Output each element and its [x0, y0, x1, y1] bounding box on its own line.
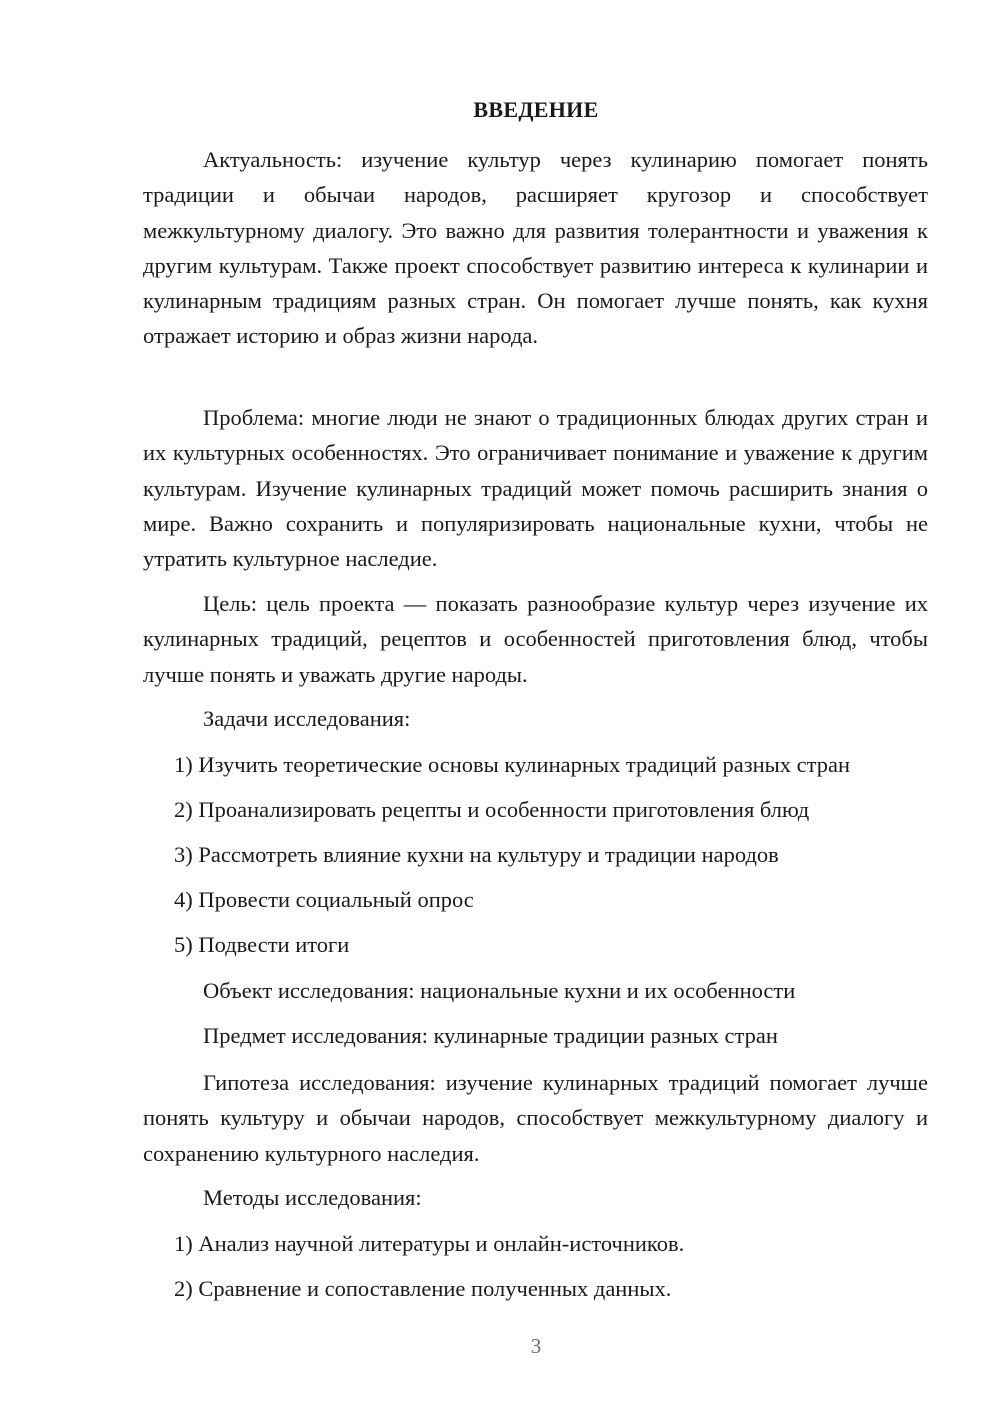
task-item: 3) Рассмотреть влияние кухни на культуру и традиции народов: [174, 842, 779, 867]
task-item: 2) Проанализировать рецепты и особенности приготовления блюд: [174, 797, 810, 822]
task-item: 4) Провести социальный опрос: [174, 887, 474, 912]
goal-paragraph: Цель: цель проекта — показать разнообразие культур через изучение их кулинарных традиций, рецептов и особенностей приготовления блюд, чтобы лучше понять и уважать другие народы.: [143, 591, 928, 687]
actuality-paragraph: Актуальность: изучение культур через кулинарию помогает понять традиции и обычаи народов, расширяет кругозор и способствует межкультурному диалогу. Это важно для развития толерантности и уважения к другим культурам. Также проект способствует развитию интереса к кулинарии и кулинарным традициям разных стран. Он помогает лучше понять, как кухня отражает историю и образ жизни народа.: [143, 147, 928, 349]
page-number: 3: [530, 1334, 542, 1358]
problem-paragraph: Проблема: многие люди не знают о традиционных блюдах других стран и их культурных особенностях. Это ограничивает понимание и уважение к другим культурам. Изучение кулинарных традиций может помочь расширить знания о мире. Важно сохранить и популяризировать национальные кухни, чтобы не утратить культурное наследие.: [143, 405, 928, 572]
hypothesis-paragraph: Гипотеза исследования: изучение кулинарных традиций помогает лучше понять культуру и обычаи народов, способствует межкультурному диалогу и сохранению культурного наследия.: [143, 1070, 928, 1166]
research-subject: Предмет исследования: кулинарные традиции разных стран: [203, 1023, 778, 1048]
research-object: Объект исследования: национальные кухни и их особенности: [203, 978, 796, 1003]
page-title: ВВЕДЕНИЕ: [473, 97, 599, 122]
task-item: 5) Подвести итоги: [174, 932, 350, 957]
tasks-heading: Задачи исследования:: [203, 706, 411, 731]
method-item: 1) Анализ научной литературы и онлайн-источников.: [174, 1231, 685, 1256]
task-item: 1) Изучить теоретические основы кулинарных традиций разных стран: [174, 752, 850, 777]
methods-heading: Методы исследования:: [203, 1185, 422, 1210]
method-item: 2) Сравнение и сопоставление полученных данных.: [174, 1276, 672, 1301]
